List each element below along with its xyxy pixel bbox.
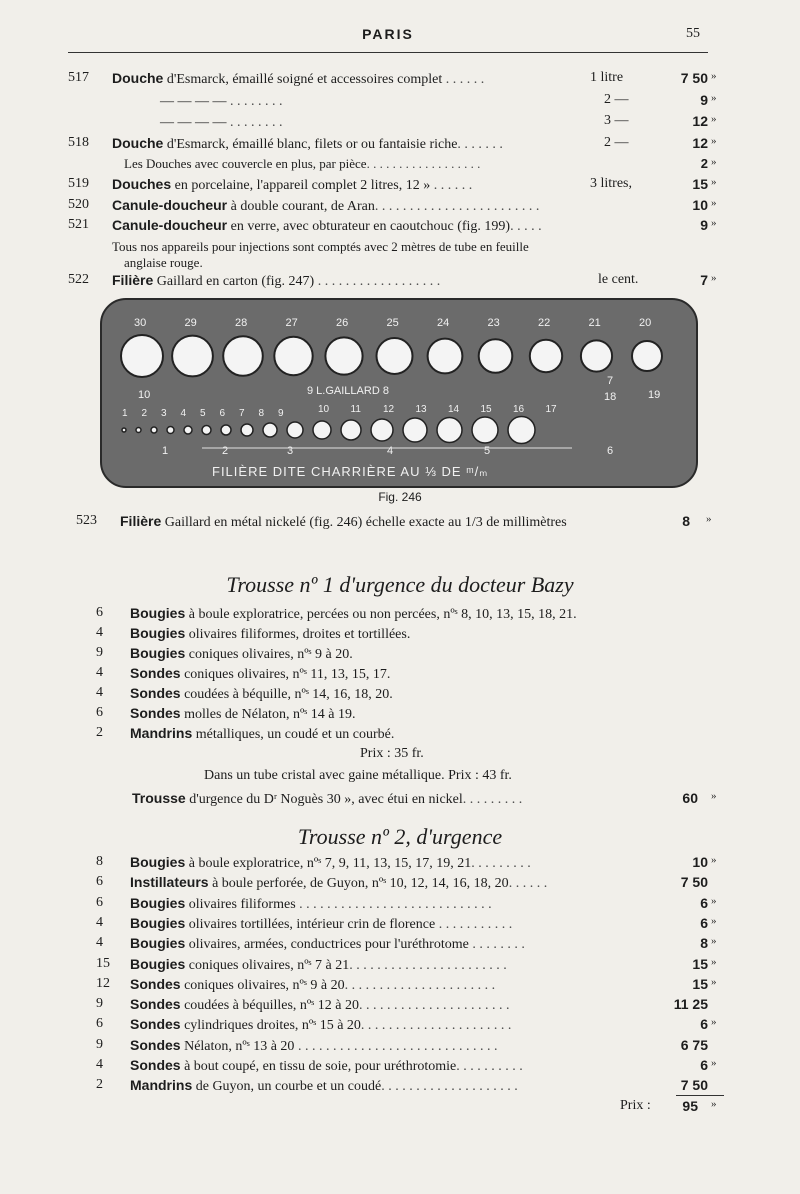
ruler-small-hole <box>371 419 393 441</box>
quantity: 9 <box>96 645 103 660</box>
price: 15 <box>692 975 708 992</box>
price: 2 <box>700 156 708 171</box>
ruler-hole <box>530 340 562 372</box>
quantity: 6 <box>96 705 103 720</box>
quantity: 4 <box>96 625 103 640</box>
ruler-small-number: 16 <box>513 404 525 415</box>
catalog-page: PARIS 55 517 Douche d'Esmarck, émaillé soigné et accessoires complet . . . . . . 1 litre 7 50 » — — — — . . . . . . . . 2 — 9 » — — — — . . . . . . . . 3 — 12 » 518 Douche d'Esmarck, émaillé blanc, filets or ou fantaisie riche. . . . . . . 2 — 12 » Les Douches avec couvercle en plus, par pièce. . . . . . . . . . . . . . . . . . 2 » 519 Douches en porcelaine, l'appareil complet 2 litres, 12 » . . . . . . 3 litres, 15 » 520 Canule-doucheur à double courant, de Aran. . . . . . . . . . . . . . . . . . . . . . . . 10 » 521 Canule-doucheur en verre, avec obturateur en caoutchouc (fig. 199). . . . . 9 » Tous nos appareils pour injections sont comptés avec 2 mètres de tube en feuille anglaise rouge. 522 Filière Gaillard en carton (fig. 247) . . . . . . . . . . . . . . . . . . le cent. 7 » 30 29 28 27 26 25 24 23 22 21 20 10 9 L.GAILLARD 8 7 18 19 1 2 3 4 5 6 7 8 9 10 11 12 13 14 15 16 17 1 2 3 4 5 6 FILIÈRE DITE CHARRIÈRE AU ⅓ DE ᵐ/ₘ Fig. 246 523 Filière Gaillard en métal nickelé (fig. 246) échelle exacte au 1/3 de millimètres 8 » Trousse nº 1 d'urgence du docteur Bazy 6 Bougies à boule exploratrice, percées ou non percées, nºˢ 8, 10, 13, 15, 18, 21. 4 Bougies olivaires filiformes, droites et tortillées. 9 Bougies coniques olivaires, nºˢ 9 à 20. 4 Sondes coniques olivaires, nºˢ 11, 13, 15, 17. 4 Sondes coudées à béquille, nºˢ 14, 16, 18, 20. 6 Sondes molles de Nélaton, nºˢ 14 à 19. 2 Mandrins métalliques, un coudé et un courbé. Prix : 35 fr. Dans un tube cristal avec gaine métallique. Prix : 43 fr. Trousse d'urgence du Dʳ Noguès 30 », avec étui en nickel. . . . . . . . . 60 » Trousse nº 2, d'urgence 8 Bougies à boule exploratrice, nºˢ 7, 9, 11, 13, 15, 17, 19, 21. . . . . . . . . 10 » 6 Instillateurs à boule perforée, de Guyon, nºˢ 10, 12, 14, 16, 18, 20. . . . . . 7 50 6 Bougies olivaires filiformes . . . . . . . . . . . . . . . . . . . . . . . . . . . . 6 » 4 Bougies olivaires tortillées, intérieur crin de florence . . . . . . . . . . . 6 » 4 Bougies olivaires, armées, conductrices pour l'uréthrotome . . . . . . . . 8 » 15 Bougies coniques olivaires, nºˢ 7 à 21. . . . . . . . . . . . . . . . . . . . . . . 15 » 12 Sondes coniques olivaires, nºˢ 9 à 20. . . . . . . . . . . . . . . . . . . . . . 15 » 9 Sondes coudées à béquilles, nºˢ 12 à 20. . . . . . . . . . . . . . . . . . . . . . 11 25 6 Sondes cylindriques droites, nºˢ 15 à 20. . . . . . . . . . . . . . . . . . . . . . 6 » 9 Sondes Nélaton, nºˢ 13 à 20 . . . . . . . . . . . . . . . . . . . . . . . . . . . . . 6 75 4 Sondes à bout coupé, en tissu de soie, pour uréthrotomie. . . . . . . . . . 6 » 2 Mandrins de Guyon, un courbe et un coudé. . . . . . . . . . . . . . . . . . . . 7 50 Prix : 95 » <box>0 0 800 1194</box>
ruler-small-hole <box>263 423 277 437</box>
ruler-small-hole <box>202 426 211 435</box>
ruler-top-number: 27 <box>285 317 298 329</box>
ruler-top-number: 26 <box>336 317 349 329</box>
price: 15 <box>692 176 708 192</box>
ruler-mid-number: 19 <box>648 389 661 401</box>
ruler-bottom-number: 6 <box>607 445 614 457</box>
price: 6 <box>700 1016 708 1033</box>
ruler-small-number: 7 <box>239 408 245 419</box>
ruler-bottom-label: FILIÈRE DITE CHARRIÈRE AU ⅓ DE ᵐ/ₘ <box>212 464 489 479</box>
ruler-hole <box>377 338 413 374</box>
ruler-small-hole <box>167 427 174 434</box>
page-number: 55 <box>686 26 700 41</box>
ruler-hole <box>172 336 213 377</box>
price: 12 <box>692 113 708 129</box>
ruler-small-number: 17 <box>545 404 557 415</box>
price: 60 <box>682 790 698 806</box>
ruler-small-hole <box>241 424 253 436</box>
ruler-small-hole <box>136 428 141 433</box>
ruler-bottom-number: 4 <box>387 445 394 457</box>
ruler-hole <box>581 340 612 371</box>
quantity: 6 <box>96 874 103 890</box>
ruler-small-hole <box>122 428 126 432</box>
quantity: 8 <box>96 854 103 869</box>
price: 8 <box>700 935 708 952</box>
ruler-bottom-number: 1 <box>162 445 169 457</box>
ruler-top-number: 28 <box>235 317 248 329</box>
section-title: Trousse nº 1 d'urgence du docteur Bazy <box>226 572 574 597</box>
ruler-small-number: 10 <box>318 404 330 415</box>
quantity: 4 <box>96 665 103 680</box>
ruler-small-number: 1 <box>122 408 128 419</box>
ruler-hole <box>325 337 362 374</box>
quantity: 9 <box>96 1036 103 1052</box>
quantity: 6 <box>96 894 103 910</box>
quantity: 2 <box>96 1077 103 1093</box>
ruler-mid-number: 18 <box>604 391 617 403</box>
ruler-small-hole <box>472 417 498 443</box>
ruler-top-number: 20 <box>639 317 652 329</box>
quantity: 2 <box>96 725 103 740</box>
ruler-mid-number: 7 <box>607 375 614 387</box>
ruler-small-hole <box>508 417 535 444</box>
ruler-small-number: 11 <box>350 404 361 415</box>
quantity: 4 <box>96 914 103 930</box>
ruler-hole <box>632 341 662 371</box>
price: 12 <box>692 135 708 151</box>
page-header <box>68 22 708 53</box>
ruler-small-hole <box>313 421 331 439</box>
ruler-small-hole <box>184 426 192 434</box>
quantity: 4 <box>96 685 103 700</box>
quantity: 12 <box>96 975 110 991</box>
ruler-top-number: 30 <box>134 317 147 329</box>
ruler-small-number: 4 <box>180 408 187 419</box>
ruler-hole <box>121 335 163 377</box>
ruler-maker-label: 9 L.GAILLARD 8 <box>307 385 389 397</box>
ruler-small-number: 14 <box>448 404 460 415</box>
ruler-top-number: 25 <box>386 317 399 329</box>
figure-caption: Fig. 246 <box>378 490 422 504</box>
ruler-small-number: 12 <box>383 404 395 415</box>
ruler-hole <box>274 337 312 375</box>
ruler-hole <box>428 339 463 374</box>
ruler-small-number: 5 <box>200 408 206 419</box>
ruler-hole <box>479 339 513 373</box>
ruler-top-number: 21 <box>588 317 601 329</box>
ruler-top-number: 23 <box>487 317 500 329</box>
price: 15 <box>692 955 708 972</box>
ruler-small-number: 2 <box>141 408 148 419</box>
price: 7 50 <box>680 874 708 891</box>
ruler-mid-number: 10 <box>138 389 151 401</box>
ruler-small-hole <box>341 420 361 440</box>
ruler-svg <box>102 300 696 486</box>
price: 11 25 <box>673 996 708 1013</box>
ruler-small-number: 9 <box>278 408 284 419</box>
ruler-small-number: 15 <box>480 404 492 415</box>
price: 10 <box>692 854 708 870</box>
ruler-bottom-number: 2 <box>222 445 229 457</box>
ruler-small-hole <box>403 418 427 442</box>
ruler-small-hole <box>221 425 231 435</box>
price: 7 50 <box>680 70 708 86</box>
ruler-small-number: 6 <box>219 408 226 419</box>
ruler-hole <box>223 336 263 376</box>
price: 9 <box>700 217 708 233</box>
price: 6 <box>700 1057 708 1073</box>
filiere-ruler-illustration <box>100 298 698 488</box>
price: 7 50 <box>680 1077 708 1094</box>
price: 6 75 <box>680 1036 708 1053</box>
price: 10 <box>692 197 708 213</box>
price: 7 <box>700 272 708 288</box>
ruler-bottom-number: 3 <box>287 445 294 457</box>
ruler-top-number: 22 <box>538 317 551 329</box>
ruler-bottom-number: 5 <box>484 445 491 457</box>
quantity: 6 <box>96 605 103 620</box>
ruler-top-number: 24 <box>437 317 450 329</box>
price: 9 <box>700 92 708 108</box>
price: 6 <box>700 894 708 911</box>
page-title: PARIS <box>362 26 414 42</box>
quantity: 6 <box>96 1016 103 1032</box>
ruler-small-number: 3 <box>161 408 167 419</box>
ruler-top-number: 29 <box>184 317 197 329</box>
ruler-small-number: 13 <box>415 404 427 415</box>
ruler-small-number: 8 <box>258 408 265 419</box>
ruler-small-hole <box>437 418 462 443</box>
section-title: Trousse nº 2, d'urgence <box>297 824 503 849</box>
total-price: 95 <box>682 1098 698 1114</box>
ruler-small-hole <box>287 422 303 438</box>
quantity: 4 <box>96 1057 103 1072</box>
total-rule <box>676 1095 724 1096</box>
price: 6 <box>700 914 708 931</box>
quantity: 4 <box>96 935 103 951</box>
price: 8 <box>682 513 690 529</box>
quantity: 15 <box>96 955 110 971</box>
ruler-small-hole <box>151 427 157 433</box>
quantity: 9 <box>96 996 103 1012</box>
